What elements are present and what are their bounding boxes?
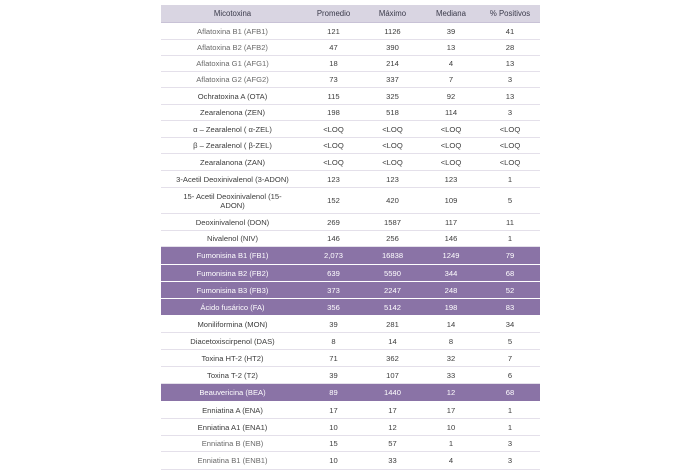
positive-percent: 5 xyxy=(507,336,513,346)
max-value: 14 xyxy=(388,336,397,346)
table-body xyxy=(161,23,540,470)
mycotoxin-name: Aflatoxina B1 (AFB1) xyxy=(197,26,268,36)
mycotoxin-name: β – Zearalenol ( β-ZEL) xyxy=(193,141,272,150)
max-value: 518 xyxy=(386,108,399,117)
table-row xyxy=(161,282,540,299)
mycotoxin-name: Aflatoxina G2 (AFG2) xyxy=(196,75,269,84)
mean-value: 89 xyxy=(329,388,338,397)
median-value: <LOQ xyxy=(440,124,462,134)
table-row xyxy=(161,72,540,88)
table-row xyxy=(161,265,540,282)
mean-value: 373 xyxy=(327,285,340,295)
mycotoxin-name: Enniatina A (ENA) xyxy=(202,405,263,415)
mean-value: <LOQ xyxy=(323,157,344,167)
mycotoxin-name: Aflatoxina G1 (AFG1) xyxy=(196,59,269,68)
mycotoxin-name: Zearalenona (ZEN) xyxy=(200,108,265,117)
positive-percent: 6 xyxy=(507,370,513,380)
positive-percent: 11 xyxy=(506,217,514,227)
median-value: 1 xyxy=(448,439,454,448)
max-value: 1440 xyxy=(384,388,401,397)
positive-percent: 68 xyxy=(505,268,515,278)
mycotoxin-name: Diacetoxiscirpenol (DAS) xyxy=(190,336,275,346)
mycotoxin-table xyxy=(161,5,540,470)
positive-percent: 1 xyxy=(507,405,513,415)
median-value: 33 xyxy=(446,370,456,380)
mean-value: <LOQ xyxy=(323,124,344,134)
table-row xyxy=(161,171,540,188)
max-value: 2247 xyxy=(384,285,401,295)
mean-value: 146 xyxy=(327,234,340,243)
mean-value: 269 xyxy=(327,217,340,227)
median-value: 8 xyxy=(448,336,454,346)
mean-value: 198 xyxy=(327,108,340,117)
max-value: 362 xyxy=(386,353,399,363)
median-value: 248 xyxy=(444,285,458,295)
positive-percent: 3 xyxy=(507,75,513,84)
mean-value: 71 xyxy=(329,353,338,363)
positive-percent: 13 xyxy=(505,91,515,101)
median-value: 4 xyxy=(448,456,454,465)
mycotoxin-name: 3-Acetil Deoxinivalenol (3-ADON) xyxy=(176,174,289,184)
mycotoxin-name: Ácido fusárico (FA) xyxy=(200,302,265,312)
positive-percent: 41 xyxy=(505,26,515,36)
median-value: 39 xyxy=(446,26,456,36)
median-value: <LOQ xyxy=(440,157,462,167)
positive-percent: 28 xyxy=(505,43,515,52)
median-value: 32 xyxy=(446,353,456,363)
table-row xyxy=(161,367,540,384)
positive-percent: <LOQ xyxy=(499,157,521,167)
median-value: 17 xyxy=(446,405,456,415)
mean-value: <LOQ xyxy=(323,141,344,150)
table-row xyxy=(161,402,540,419)
mean-value: 10 xyxy=(329,422,338,432)
median-value: <LOQ xyxy=(440,141,462,150)
positive-percent: 34 xyxy=(505,319,515,329)
mycotoxin-name: Enniatina B1 (ENB1) xyxy=(197,456,268,465)
table-row xyxy=(161,436,540,452)
max-value: 57 xyxy=(388,439,397,448)
mycotoxin-name: Nivalenol (NIV) xyxy=(206,234,259,243)
max-value: 12 xyxy=(388,422,397,432)
table-row xyxy=(161,188,540,214)
positive-percent: 79 xyxy=(505,251,515,260)
table-row xyxy=(161,121,540,138)
mycotoxin-name: Beauvericina (BEA) xyxy=(199,388,266,397)
max-value: <LOQ xyxy=(382,124,403,134)
max-value: 256 xyxy=(386,234,399,243)
table-row xyxy=(161,384,540,402)
table-row xyxy=(161,419,540,436)
mycotoxin-name: Zearalanona (ZAN) xyxy=(200,157,265,167)
max-value: 17 xyxy=(388,405,397,415)
table-row xyxy=(161,40,540,56)
mycotoxin-name: Fumonisina B2 (FB2) xyxy=(196,268,269,278)
mean-value: 2,073 xyxy=(323,251,343,260)
mycotoxin-name: Aflatoxina B2 (AFB2) xyxy=(197,43,268,52)
positive-percent: 1 xyxy=(507,234,513,243)
mean-value: 15 xyxy=(329,439,338,448)
mycotoxin-name: Fumonisina B1 (FB1) xyxy=(196,251,269,260)
median-value: 114 xyxy=(444,108,458,117)
positive-percent: 52 xyxy=(505,285,515,295)
mycotoxin-name: α – Zearalenol ( α-ZEL) xyxy=(193,124,272,134)
max-value: 281 xyxy=(386,319,399,329)
median-value: 13 xyxy=(446,43,456,52)
mycotoxin-name: Moniliformina (MON) xyxy=(197,319,268,329)
mycotoxin-name: Enniatina B (ENB) xyxy=(201,439,264,448)
max-value: 420 xyxy=(386,196,399,205)
positive-percent: 7 xyxy=(507,353,513,363)
median-value: 4 xyxy=(448,59,454,68)
mean-value: 39 xyxy=(329,319,338,329)
mean-value: 121 xyxy=(327,26,340,36)
table-row xyxy=(161,316,540,333)
table-header-row xyxy=(161,5,540,23)
median-value: 92 xyxy=(446,91,456,101)
mycotoxin-name: Enniatina A1 (ENA1) xyxy=(197,422,268,432)
mean-value: 39 xyxy=(329,370,338,380)
mycotoxin-name: Toxina HT-2 (HT2) xyxy=(201,353,264,363)
table-row xyxy=(161,56,540,72)
header-positivos: % Positivos xyxy=(489,9,531,18)
table-row xyxy=(161,452,540,470)
table-row xyxy=(161,247,540,265)
median-value: 198 xyxy=(444,302,458,312)
median-value: 12 xyxy=(446,388,456,397)
mean-value: 639 xyxy=(327,268,340,278)
positive-percent: 13 xyxy=(505,59,515,68)
table-row xyxy=(161,299,540,316)
table-row xyxy=(161,214,540,231)
table-row xyxy=(161,154,540,171)
max-value: 5142 xyxy=(384,302,401,312)
median-value: 117 xyxy=(444,217,458,227)
header-maximo: Máximo xyxy=(378,9,407,18)
mycotoxin-name: 15- Acetil Deoxinivalenol (15-ADON) xyxy=(183,191,282,210)
mycotoxin-name: Ochratoxina A (OTA) xyxy=(197,91,268,101)
table-row xyxy=(161,333,540,350)
positive-percent: <LOQ xyxy=(499,124,521,134)
table-row xyxy=(161,105,540,121)
positive-percent: <LOQ xyxy=(499,141,521,150)
positive-percent: 5 xyxy=(507,196,513,205)
median-value: 109 xyxy=(444,196,458,205)
median-value: 1249 xyxy=(442,251,460,260)
mean-value: 8 xyxy=(331,336,336,346)
median-value: 14 xyxy=(446,319,456,329)
median-value: 7 xyxy=(448,75,454,84)
table-row xyxy=(161,231,540,247)
positive-percent: 3 xyxy=(507,439,513,448)
mean-value: 10 xyxy=(329,456,338,465)
mean-value: 152 xyxy=(327,196,340,205)
median-value: 146 xyxy=(444,234,458,243)
median-value: 123 xyxy=(444,174,458,184)
mean-value: 73 xyxy=(329,75,338,84)
table-row xyxy=(161,350,540,367)
positive-percent: 83 xyxy=(505,302,515,312)
mycotoxin-name: Toxina T-2 (T2) xyxy=(207,370,258,380)
positive-percent: 1 xyxy=(507,174,513,184)
median-value: 10 xyxy=(446,422,456,432)
max-value: 5590 xyxy=(384,268,401,278)
table-row xyxy=(161,138,540,154)
header-micotoxina: Micotoxina xyxy=(213,9,252,18)
mean-value: 18 xyxy=(329,59,338,68)
max-value: 1587 xyxy=(384,217,401,227)
positive-percent: 1 xyxy=(507,422,513,432)
mean-value: 47 xyxy=(329,43,338,52)
table-row xyxy=(161,23,540,40)
mean-value: 123 xyxy=(327,174,340,184)
header-promedio: Promedio xyxy=(316,9,351,18)
mean-value: 356 xyxy=(327,302,340,312)
positive-percent: 3 xyxy=(507,108,513,117)
max-value: 1126 xyxy=(384,26,401,36)
max-value: 123 xyxy=(386,174,399,184)
max-value: 16838 xyxy=(381,251,404,260)
mycotoxin-name: Fumonisina B3 (FB3) xyxy=(196,285,269,295)
max-value: 390 xyxy=(386,43,399,52)
header-mediana: Mediana xyxy=(436,9,466,18)
max-value: 214 xyxy=(386,59,399,68)
max-value: <LOQ xyxy=(382,141,403,150)
table-row xyxy=(161,88,540,105)
max-value: 325 xyxy=(386,91,399,101)
median-value: 344 xyxy=(444,268,458,278)
max-value: 33 xyxy=(388,456,397,465)
mean-value: 115 xyxy=(327,91,340,101)
positive-percent: 3 xyxy=(507,456,513,465)
positive-percent: 68 xyxy=(505,388,515,397)
max-value: <LOQ xyxy=(382,157,403,167)
mean-value: 17 xyxy=(329,405,338,415)
mycotoxin-name: Deoxinivalenol (DON) xyxy=(195,217,270,227)
max-value: 107 xyxy=(386,370,399,380)
max-value: 337 xyxy=(386,75,399,84)
